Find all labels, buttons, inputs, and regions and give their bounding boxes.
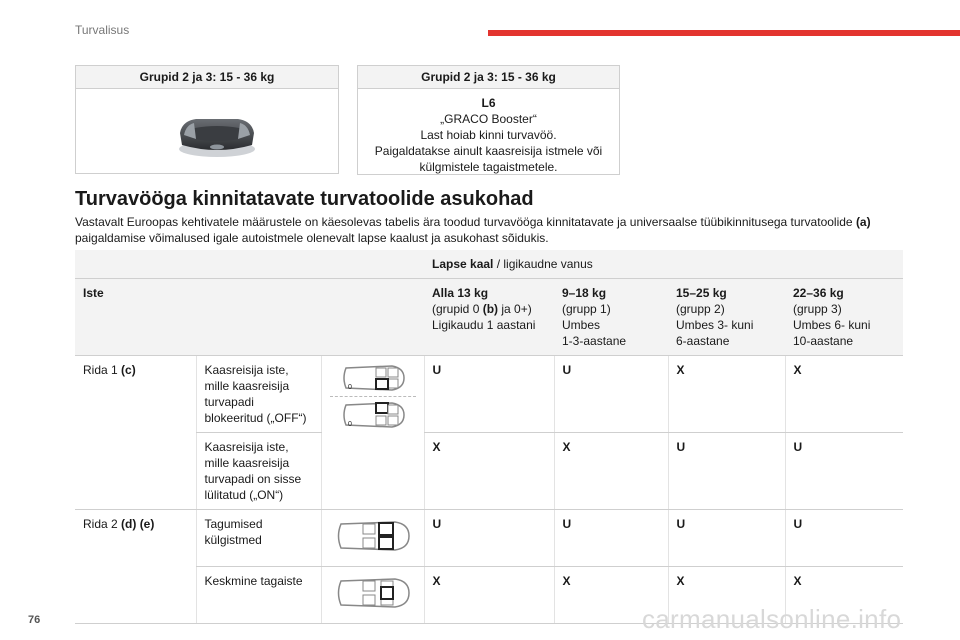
seat-header: Iste [75,279,424,356]
booster-seat-image [176,111,258,159]
page-number: 76 [28,614,41,626]
col-header-2: 15–25 kg (grupp 2) Umbes 3- kuni 6-aastane [668,279,785,356]
row2-sub2-val-3: X [785,567,903,624]
row2-sub2-car-diagram [321,567,424,624]
group-box-left-header: Grupid 2 ja 3: 15 - 36 kg [76,66,338,89]
car-front-seat-on-icon [340,399,406,431]
seat-positions-table [75,250,903,624]
col-header-0: Alla 13 kg (grupid 0 (b) ja 0+) Ligikaudu 1 aastani [424,279,554,356]
row2-sub2-val-0: X [424,567,554,624]
table-row [75,510,903,567]
row1-car-diagram [321,356,424,510]
group-box-right-header: Grupid 2 ja 3: 15 - 36 kg [358,66,619,89]
row2-sub1-val-3: U [785,510,903,567]
car-rear-side-seats-icon [335,516,411,556]
row1-sub2-val-0: X [424,433,554,510]
col-header-3: 22–36 kg (grupp 3) Umbes 6- kuni 10-aastane [785,279,903,356]
row1-sub1-val-0: U [424,356,554,433]
row2-sub2-val-1: X [554,567,668,624]
row2-sub1-val-2: U [668,510,785,567]
row1-sub2-label: Kaasreisija iste, mille kaasreisija turvapadi on sisse lülitatud („ON“) [196,433,321,510]
car-rear-center-seat-icon [335,573,411,613]
seat-note-2: Paigaldatakse ainult kaasreisija istmele või külgmistele tagaistmetele. [374,144,603,174]
weight-header: Lapse kaal / ligikaudne vanus [424,250,903,279]
row1-sub1-val-2: X [668,356,785,433]
row2-sub1-val-0: U [424,510,554,567]
section-label: Turvalisus [75,23,130,37]
group-box-right [357,65,620,175]
row1-sub2-val-1: X [554,433,668,510]
row2-sub2-label: Keskmine tagaiste [196,567,321,624]
svg-text:0: 0 [347,421,352,428]
row2-sub1-val-1: U [554,510,668,567]
row1-sub1-val-3: X [785,356,903,433]
row1-sub2-val-2: U [668,433,785,510]
watermark: carmanualsonline.info [642,604,902,634]
row1-sub2-val-3: U [785,433,903,510]
seat-note-1: Last hoiab kinni turvavöö. [420,128,557,142]
seat-code: L6 [481,96,496,110]
row1-label: Rida 1 (c) [75,356,196,510]
table-row [75,356,903,433]
row2-sub1-label: Tagumised külgistmed [196,510,321,567]
col-header-1: 9–18 kg (grupp 1) Umbes 1-3-aastane [554,279,668,356]
row1-sub1-val-1: U [554,356,668,433]
car-front-seat-off-icon [340,362,406,394]
group-box-right-body [358,89,619,181]
table-column-header-row [75,279,903,356]
row2-sub2-val-2: X [668,567,785,624]
row2-sub1-car-diagram [321,510,424,567]
car-divider [330,396,416,397]
row2-label: Rida 2 (d) (e) [75,510,196,624]
seat-name: „GRACO Booster“ [440,112,537,126]
svg-text:0: 0 [347,384,352,391]
table-row [75,433,903,510]
section-title: Turvavööga kinnitatavate turvatoolide asukohad [75,188,534,210]
table-header-row [75,250,903,279]
section-intro: Vastavalt Euroopas kehtivatele määrustele on käesolevas tabelis ära toodud turvavööga kinnitatavate ja universaalse tüübikinnitusega turvatoolide (a) paigaldamise võimalused igale autoistmele olenevalt lapse kaalust ja asukohast sõidukis. [75,215,871,245]
header-accent-bar [488,30,960,36]
row1-sub1-label: Kaasreisija iste, mille kaasreisija turvapadi blokeeritud („OFF“) [196,356,321,433]
